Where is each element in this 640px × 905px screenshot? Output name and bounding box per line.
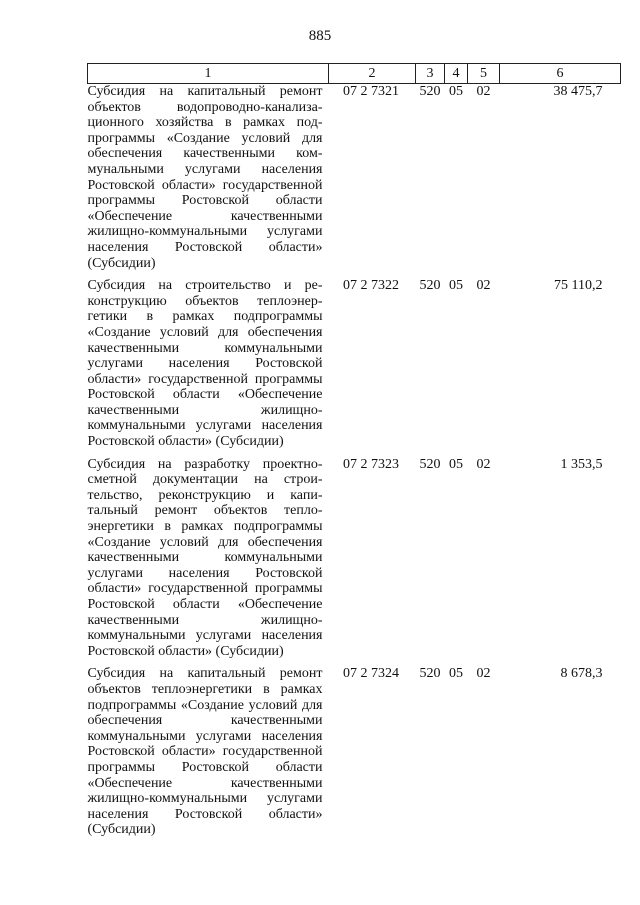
- row-expense-type: 520: [419, 456, 441, 472]
- row-target-code: 07 2 7321: [343, 84, 399, 99]
- row-amount: 8 678,3: [560, 666, 603, 682]
- column-header-2: 2: [329, 64, 416, 84]
- row-description: Субсидия на разработку проектно-сметной документации на строительство, реконструкцию и капитальный ремонт объектов теплоэнергетики в рамках подпрограммы «Создание условий для обеспечения качественными коммунальными услугами населения Ростовской области» государственной программы Ростовской области «Обеспечение качественными жилищно-коммунальными услугами населения Ростовской области» (Субсидии): [87, 456, 323, 659]
- row-subsection: 02: [476, 456, 491, 472]
- table-header-row: [88, 64, 621, 84]
- row-amount: 1 353,5: [560, 456, 603, 472]
- budget-table: [87, 63, 621, 845]
- row-target-code: 07 2 7324: [343, 666, 399, 682]
- row-expense-type: 520: [419, 84, 441, 99]
- page-number: 885: [308, 28, 332, 44]
- table-row: [88, 278, 621, 457]
- row-description: Субсидия на капитальный ремонт объектов водопроводно-канализационного хозяйства в рамках подпрограммы «Создание условий для обеспечения качественными коммунальными услугами населения Ростовской области» государственной программы Ростовской области «Обеспечение качественными жилищно-коммунальными услугами населения Ростовской области» (Субсидии): [87, 84, 323, 271]
- row-subsection: 02: [476, 84, 491, 99]
- row-amount: 38 475,7: [553, 84, 603, 99]
- column-header-3: 3: [416, 64, 445, 84]
- row-section: 05: [449, 666, 463, 682]
- table-row: [88, 84, 621, 279]
- column-header-4: 4: [445, 64, 468, 84]
- row-amount: 75 110,2: [554, 278, 603, 294]
- table-row: [88, 457, 621, 667]
- column-header-5: 5: [468, 64, 500, 84]
- row-target-code: 07 2 7323: [343, 456, 399, 472]
- row-expense-type: 520: [419, 666, 441, 682]
- row-section: 05: [449, 84, 463, 99]
- row-description: Субсидия на строительство и реконструкцию объектов теплоэнергетики в рамках подпрограммы «Создание условий для обеспечения качественными коммунальными услугами населения Ростовской области» государственной программы Ростовской области «Обеспечение качественными жилищно-коммунальными услугами населения Ростовской области» (Субсидии): [87, 278, 323, 450]
- table-row: [88, 666, 621, 845]
- column-header-1: 1: [88, 64, 329, 84]
- row-subsection: 02: [476, 278, 491, 294]
- column-header-6: 6: [500, 64, 621, 84]
- row-expense-type: 520: [419, 278, 441, 294]
- row-description: Субсидия на капитальный ремонт объектов теплоэнергетики в рамках подпрограммы «Создание условий для обеспечения качественными коммунальными услугами населения Ростовской области» государственной программы Ростовской области «Обеспечение качественными жилищно-коммунальными услугами населения Ростовской области» (Субсидии): [87, 666, 323, 838]
- row-section: 05: [449, 278, 463, 294]
- row-target-code: 07 2 7322: [343, 278, 399, 294]
- row-subsection: 02: [476, 666, 491, 682]
- row-section: 05: [449, 456, 463, 472]
